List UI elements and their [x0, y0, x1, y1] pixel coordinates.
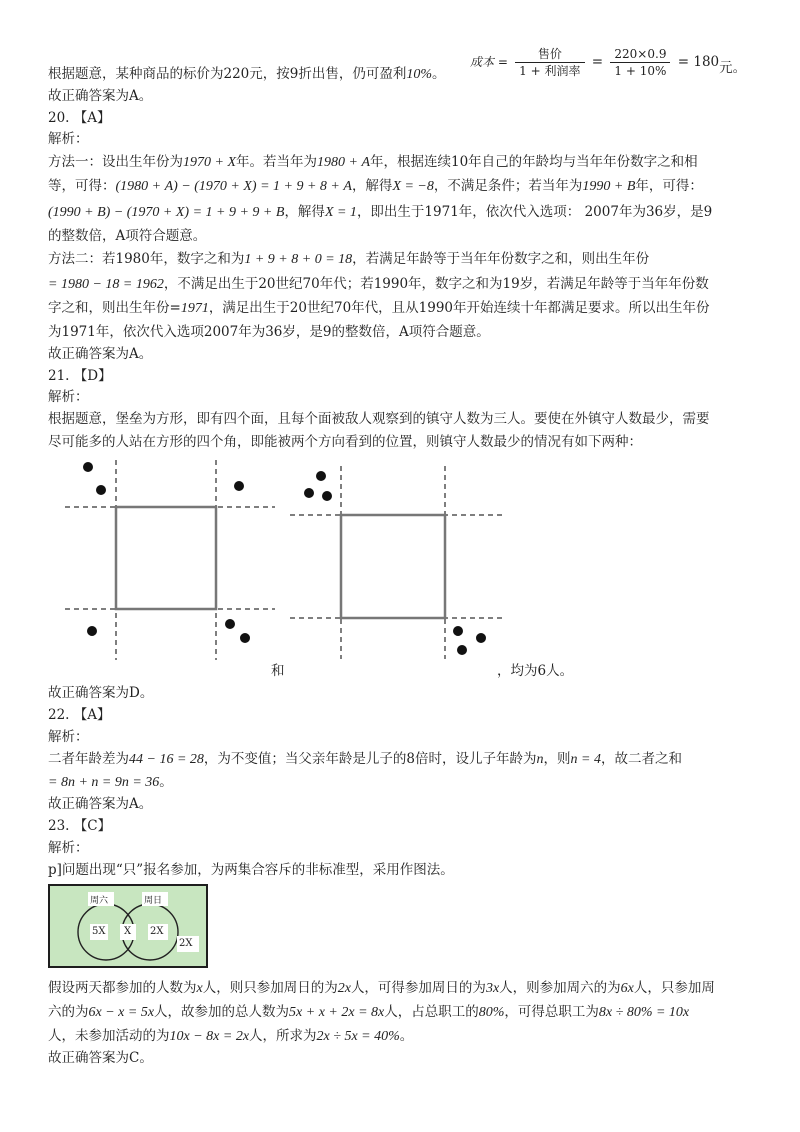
guard-dot: [476, 633, 486, 643]
q19-result: = 180: [677, 54, 720, 70]
venn-outside: 2X: [179, 938, 193, 949]
guard-dot: [457, 645, 467, 655]
q23-text: 人，则只参加周日的为: [202, 980, 338, 996]
guard-dot: [225, 619, 235, 629]
fort-square: [341, 515, 445, 618]
q19-frac2-num: 220×0.9: [610, 46, 670, 63]
q22-math: n: [536, 752, 544, 767]
q23-text: 人，未参加活动的为: [48, 1028, 170, 1044]
q22-text: ，则: [543, 751, 571, 767]
q19-text: 根据题意，某种商品的标价为220元，按9折出售，仍可盈利: [48, 66, 407, 82]
q23-math: 5x + x + 2x = 8x: [289, 1005, 385, 1020]
q23-text: 人，占总职工的: [384, 1004, 479, 1020]
q23-text: ，可得总职工为: [504, 1004, 599, 1020]
q23-line3: [48, 1002, 689, 1023]
q23-text: 人，可得参加周日的为: [350, 980, 486, 996]
q20-method2-line1: [48, 249, 649, 270]
q21-answer: 故正确答案为D。: [48, 685, 154, 701]
q20-method2-line4: 为1971年，依次代入选项2007年为36岁，是9的整数倍，A项符合题意。: [48, 324, 490, 340]
q22-line2: [48, 772, 173, 793]
q20-text: 方法一：设出生年份为: [48, 154, 183, 170]
guard-dot: [322, 491, 332, 501]
q20-method1-line2: [48, 176, 703, 197]
q20-analysis-label: 解析：: [48, 131, 89, 147]
q23-math: 2x: [337, 981, 351, 996]
q20-text: 字之和，则出生年份=: [48, 300, 181, 316]
q22-text: ，故二者之和: [600, 751, 682, 767]
q23-math: 8x ÷ 80% = 10x: [598, 1005, 690, 1020]
q22-header: 22. 【A】: [48, 707, 111, 723]
q20-method1-line1: [48, 152, 698, 173]
q19-answer: 故正确答案为A。: [48, 88, 153, 104]
q19-line1: [48, 64, 446, 85]
q20-text: 年。若当年为: [236, 154, 317, 170]
q23-math: 10x − 8x = 2x: [169, 1029, 250, 1044]
q20-header: 20. 【A】: [48, 110, 111, 126]
q19-fraction-2: [610, 46, 670, 79]
q23-text: 人，则参加周六的为: [499, 980, 621, 996]
q20-text: ，解得: [351, 178, 393, 194]
q21-line1: 根据题意，堡垒为方形，即有四个面，且每个面被敌人观察到的镇守人数为三人。要使在外镇守人数最少，需要: [48, 411, 710, 427]
q19-frac1-num: 售价: [515, 46, 584, 63]
guard-dot: [234, 481, 244, 491]
q23-text: 。: [399, 1028, 414, 1044]
guard-dot: [453, 626, 463, 636]
q20-text: 年，根据连续10年自己的年龄均与当年年份数字之和相: [370, 154, 698, 170]
q20-text: ，即出生于1971年，依次代入选项： 2007年为36岁，是9: [356, 204, 713, 220]
q20-method1-line4: 的整数倍，A项符合题意。: [48, 228, 207, 244]
q23-text: 人，所求为: [249, 1028, 317, 1044]
q22-math: = 8n + n = 9n = 36: [48, 775, 160, 790]
q20-text: ，不满足出生于20世纪70年代；若1990年，数字之和为19岁，若满足年龄等于当年年份数: [163, 276, 709, 292]
fort-square: [116, 507, 216, 609]
q20-math: X = −8: [392, 179, 434, 194]
q23-text: 人，只参加周: [633, 980, 715, 996]
q23-header: 23. 【C】: [48, 818, 112, 834]
q20-math: 1 + 9 + 8 + 0 = 18: [244, 252, 353, 267]
q22-text: 。: [159, 774, 173, 790]
guard-dot: [316, 471, 326, 481]
q20-answer: 故正确答案为A。: [48, 346, 153, 362]
q21-tail: ，均为6人。: [497, 663, 574, 679]
q19-formula: [470, 46, 746, 79]
q19-formula-lhs: 成本 =: [470, 55, 508, 69]
q20-math: 1971: [180, 301, 209, 316]
q23-answer: 故正确答案为C。: [48, 1050, 153, 1066]
q20-method1-line3: [48, 202, 712, 223]
q23-line2: [48, 978, 715, 999]
q22-math: n = 4: [570, 752, 601, 767]
q19-eq: =: [591, 54, 604, 70]
q19-period: 。: [432, 66, 446, 82]
guard-dot: [240, 633, 250, 643]
q20-math: = 1980 − 18 = 1962: [48, 277, 164, 292]
q19-unit: 元。: [719, 60, 747, 76]
q23-analysis-label: 解析：: [48, 840, 89, 856]
venn-right-label: 周日: [144, 896, 163, 906]
q21-line2: 尽可能多的人站在方形的四个角，即能被两个方向看到的位置，则镇守人数最少的情况有如下两种：: [48, 434, 642, 450]
q22-answer: 故正确答案为A。: [48, 796, 153, 812]
q20-text: 年，可得：: [635, 178, 703, 194]
q20-math: X = 1: [324, 205, 357, 220]
guard-dot: [83, 462, 93, 472]
q23-text: 假设两天都参加的人数为: [48, 980, 197, 996]
q20-math: (1990 + B) − (1970 + X) = 1 + 9 + 9 + B: [48, 205, 285, 220]
q22-text: 二者年龄差为: [48, 751, 129, 767]
q19-percent: 10%: [406, 67, 433, 82]
venn-both: X: [124, 926, 132, 937]
q20-method2-line3: [48, 298, 710, 319]
fort-diagram-2: [288, 464, 508, 664]
q21-analysis-label: 解析：: [48, 389, 89, 405]
q23-math: x: [196, 981, 203, 996]
q20-text: ，满足出生于20世纪70年代，且从1990年开始连续十年都满足要求。所以出生年份: [208, 300, 710, 316]
q20-text: 等，可得：: [48, 178, 116, 194]
q19-frac1-den: 1 + 利润率: [519, 64, 581, 78]
q20-math: 1970 + X: [183, 155, 236, 170]
q19-frac2-den: 1 + 10%: [614, 64, 667, 78]
q22-text: ，为不变值；当父亲年龄是儿子的8倍时，设儿子年龄为: [203, 751, 537, 767]
q22-analysis-label: 解析：: [48, 729, 89, 745]
q21-and: 和: [271, 663, 285, 679]
q23-text: 六的为: [48, 1004, 89, 1020]
venn-left-only: 5X: [92, 926, 106, 937]
q20-math: (1980 + A) − (1970 + X) = 1 + 9 + 8 + A: [115, 179, 352, 194]
q23-math: 6x: [620, 981, 634, 996]
q23-math: 6x − x = 5x: [88, 1005, 155, 1020]
q23-text: 人，故参加的总人数为: [154, 1004, 290, 1020]
q20-text: ，解得: [284, 204, 325, 220]
venn-right-only: 2X: [150, 926, 164, 937]
q22-math: 44 − 16 = 28: [129, 752, 204, 767]
q20-text: ，不满足条件；若当年为: [433, 178, 583, 194]
q20-text: 方法二：若1980年，数字之和为: [48, 251, 245, 267]
q23-line1: p]问题出现“只”报名参加，为两集合容斥的非标准型，采用作图法。: [48, 862, 454, 878]
q20-math: 1980 + A: [317, 155, 370, 170]
q23-line4: [48, 1026, 413, 1047]
venn-diagram: [48, 884, 208, 968]
q23-math: 80%: [478, 1005, 505, 1020]
venn-left-label: 周六: [90, 896, 109, 906]
q21-header: 21. 【D】: [48, 368, 112, 384]
q20-math: 1990 + B: [582, 179, 636, 194]
q20-text: ，若满足年龄等于当年年份数字之和，则出生年份: [352, 251, 650, 267]
q20-method2-line2: [48, 274, 709, 295]
q23-math: 2x ÷ 5x = 40%: [316, 1029, 400, 1044]
guard-dot: [87, 626, 97, 636]
q22-line1: [48, 749, 682, 770]
guard-dot: [304, 488, 314, 498]
q19-fraction-1: [515, 46, 584, 79]
fort-diagram-1: [60, 455, 280, 665]
q23-math: 3x: [485, 981, 500, 996]
guard-dot: [96, 485, 106, 495]
